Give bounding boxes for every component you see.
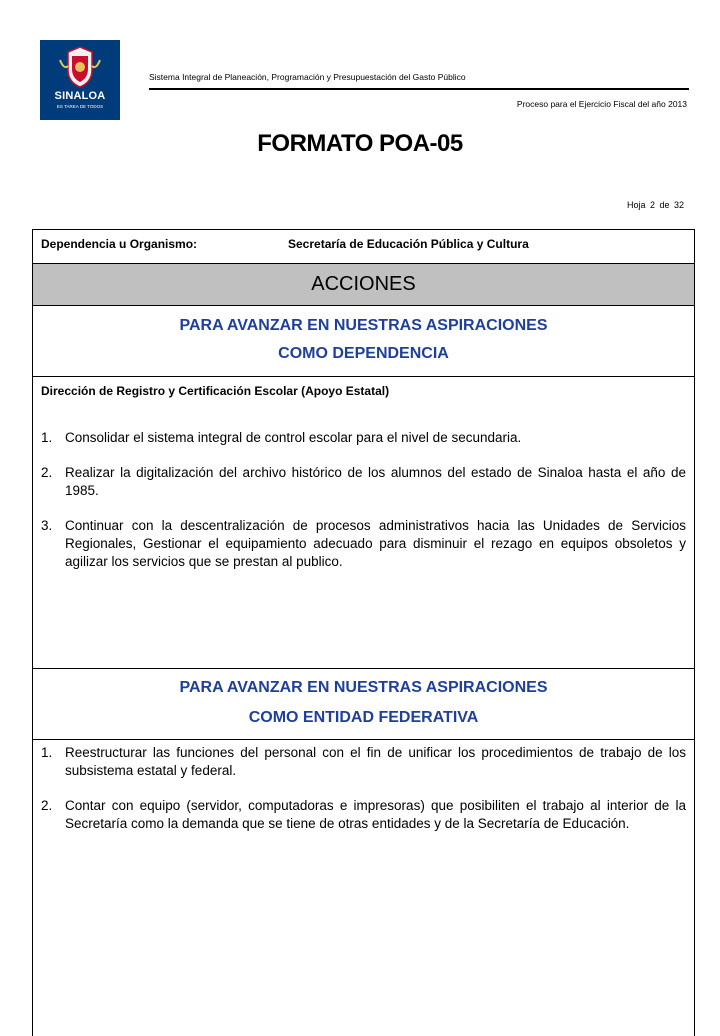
list-item-number: 3. xyxy=(41,518,53,533)
page-title: FORMATO POA-05 xyxy=(257,130,463,157)
list-item-number: 2. xyxy=(41,798,53,813)
list-item-text: Realizar la digitalización del archivo histórico de los alumnos del estado de Sinaloa hasta el año de 1985. xyxy=(65,465,686,498)
header-divider xyxy=(149,88,689,90)
dependency-label: Dependencia u Organismo: xyxy=(41,237,198,251)
list-item-text: Consolidar el sistema integral de control escolar para el nivel de secundaria. xyxy=(65,430,522,445)
divider xyxy=(33,305,694,306)
list-item-text: Reestructurar las funciones del personal con el fin de unificar los procedimientos de trabajo de los subsistema estatal y federal. xyxy=(65,745,686,778)
list-item-number: 2. xyxy=(41,465,53,480)
list-item-text: Contar con equipo (servidor, computadoras e impresoras) que posibiliten el trabajo al interior de la Secretaría como la demanda que se tiene de otras entidades y de la Secretaría de Educación. xyxy=(65,798,686,831)
section2-heading-line2: COMO ENTIDAD FEDERATIVA xyxy=(248,709,479,726)
sinaloa-logo xyxy=(40,40,120,120)
divider xyxy=(33,739,694,740)
page-count: Hoja 2 de 32 xyxy=(626,200,684,210)
logo-tagline: ES TAREA DE TODOS xyxy=(56,104,104,109)
divider xyxy=(33,376,694,377)
section-title: ACCIONES xyxy=(311,273,416,295)
list-item xyxy=(41,797,686,833)
list-item-number: 1. xyxy=(41,745,53,760)
dependency-value: Secretaría de Educación Pública y Cultura xyxy=(288,237,529,251)
process-label: Proceso para el Ejercicio Fiscal del año 2013 xyxy=(516,99,687,109)
list-item xyxy=(41,429,686,447)
section1-heading-line1: PARA AVANZAR EN NUESTRAS ASPIRACIONES xyxy=(179,317,548,334)
system-title: Sistema Integral de Planeación, Programación y Presupuestación del Gasto Público xyxy=(149,72,466,82)
list-item-number: 1. xyxy=(41,430,53,445)
section2-list xyxy=(41,744,686,850)
logo-name: SINALOA xyxy=(54,90,106,102)
list-item xyxy=(41,517,686,571)
list-item xyxy=(41,464,686,500)
list-item-text: Continuar con la descentralización de procesos administrativos hacia las Unidades de Servicios Regionales, Gestionar el equipamiento adecuado para disminuir el rezago en equipos obsoletos y agilizar los servicios que se prestan al publico. xyxy=(65,518,686,569)
form-frame xyxy=(32,229,695,1036)
section1-list xyxy=(41,429,686,588)
list-item xyxy=(41,744,686,780)
section2-heading-line1: PARA AVANZAR EN NUESTRAS ASPIRACIONES xyxy=(179,679,548,696)
section1-heading-line2: COMO DEPENDENCIA xyxy=(278,345,449,362)
section-title-band xyxy=(33,264,694,305)
section1-subheading: Dirección de Registro y Certificación Escolar (Apoyo Estatal) xyxy=(41,384,390,398)
divider xyxy=(33,668,694,669)
